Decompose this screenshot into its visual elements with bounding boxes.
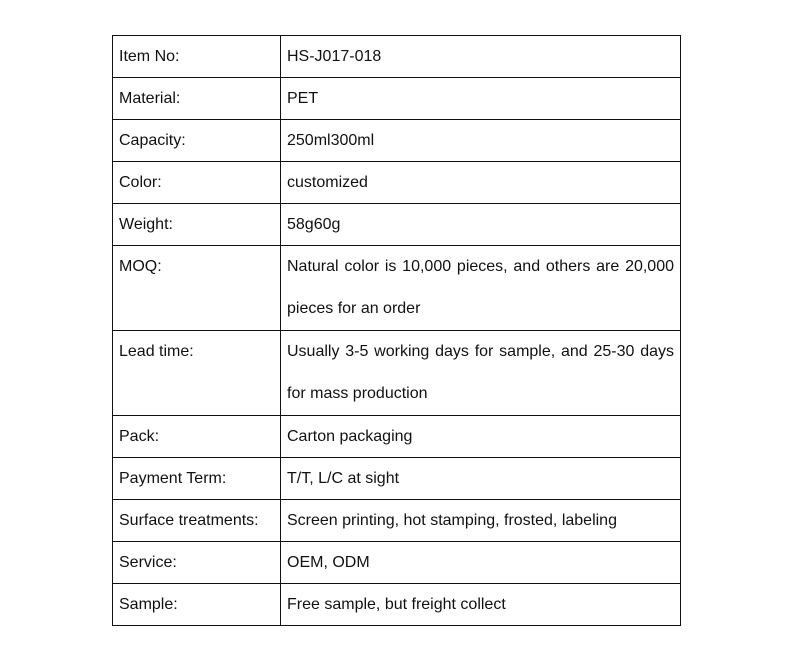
table-row [113, 36, 681, 78]
row-value-color: customized [281, 162, 681, 204]
row-value-lead-time: Usually 3-5 working days for sample, and 25-30 days for mass production [281, 331, 681, 416]
table-row [113, 458, 681, 500]
row-label-capacity: Capacity: [113, 120, 281, 162]
table-row [113, 204, 681, 246]
row-label-moq: MOQ: [113, 246, 281, 331]
table-row [113, 120, 681, 162]
table-row [113, 246, 681, 331]
table-row [113, 500, 681, 542]
row-value-pack: Carton packaging [281, 416, 681, 458]
row-label-material: Material: [113, 78, 281, 120]
row-label-service: Service: [113, 542, 281, 584]
row-label-sample: Sample: [113, 584, 281, 626]
row-value-payment-term: T/T, L/C at sight [281, 458, 681, 500]
row-value-material: PET [281, 78, 681, 120]
row-label-pack: Pack: [113, 416, 281, 458]
table-row [113, 416, 681, 458]
table-row [113, 584, 681, 626]
row-label-item-no: Item No: [113, 36, 281, 78]
table-row [113, 331, 681, 416]
row-label-surface-treatments: Surface treatments: [113, 500, 281, 542]
table-row [113, 78, 681, 120]
product-spec-table [112, 35, 681, 626]
row-label-payment-term: Payment Term: [113, 458, 281, 500]
row-label-color: Color: [113, 162, 281, 204]
row-value-service: OEM, ODM [281, 542, 681, 584]
row-value-sample: Free sample, but freight collect [281, 584, 681, 626]
row-label-weight: Weight: [113, 204, 281, 246]
row-value-weight: 58g60g [281, 204, 681, 246]
row-value-item-no: HS-J017-018 [281, 36, 681, 78]
row-value-moq: Natural color is 10,000 pieces, and others are 20,000 pieces for an order [281, 246, 681, 331]
row-label-lead-time: Lead time: [113, 331, 281, 416]
row-value-surface-treatments: Screen printing, hot stamping, frosted, labeling [281, 500, 681, 542]
table-row [113, 542, 681, 584]
row-value-capacity: 250ml300ml [281, 120, 681, 162]
table-row [113, 162, 681, 204]
